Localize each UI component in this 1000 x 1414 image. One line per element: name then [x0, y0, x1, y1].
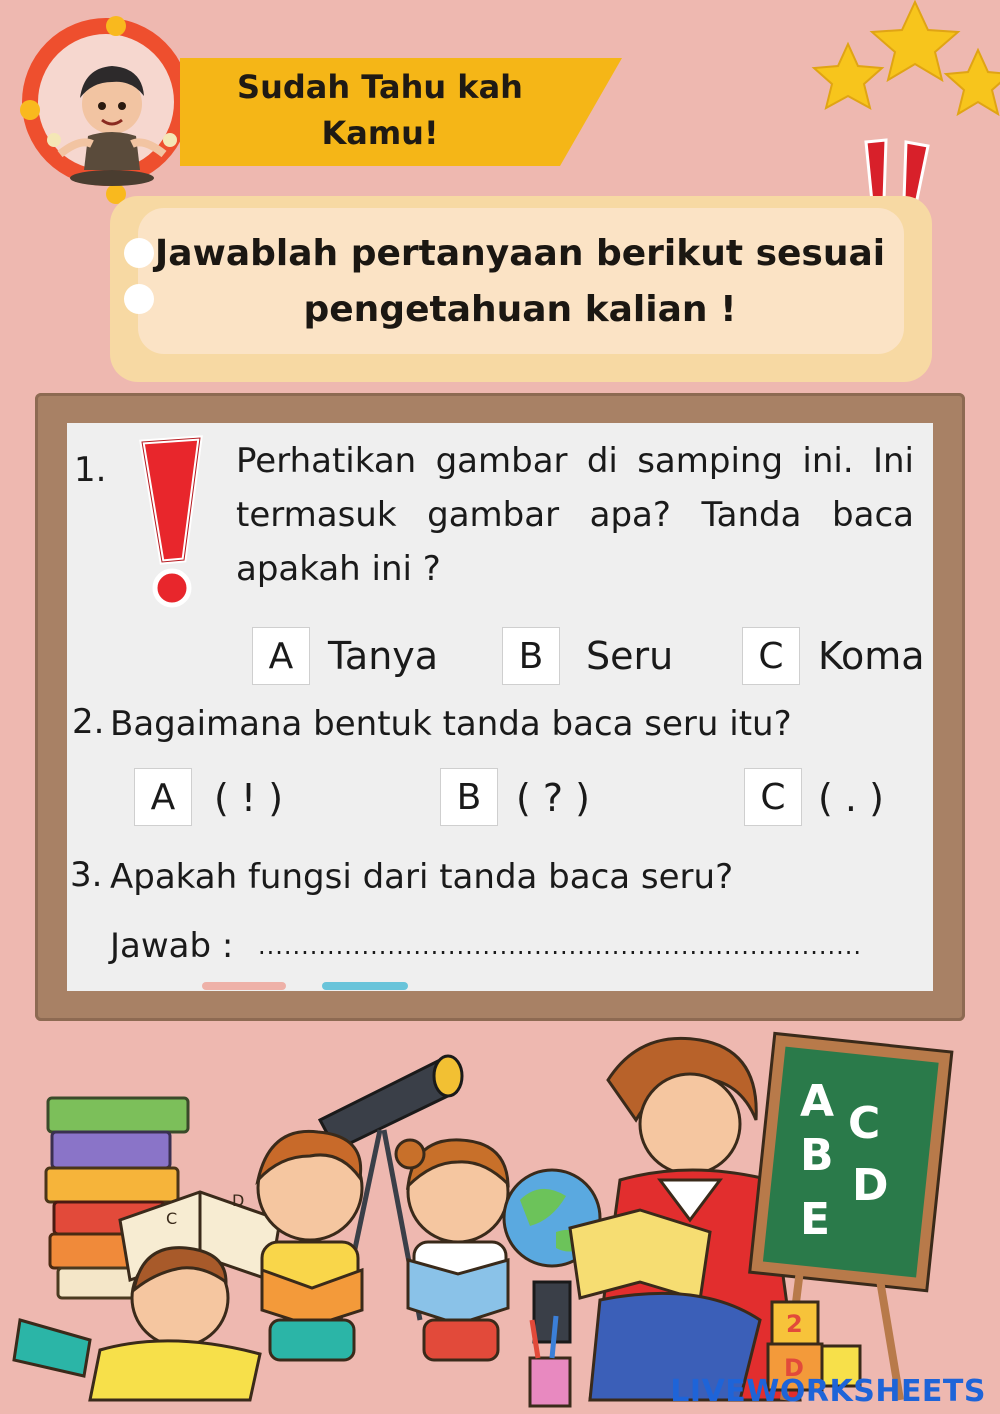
question-1-text: Perhatikan gambar di samping ini. Ini termasuk gambar apa? Tanda baca apakah ini ? — [236, 441, 914, 589]
q1-option-a-box[interactable]: A — [252, 627, 310, 685]
stars-decoration — [800, 0, 1000, 140]
question-3-number: 3. — [70, 855, 103, 895]
boy-reading — [258, 1131, 362, 1360]
answer-field[interactable]: ...................................................................... — [258, 932, 863, 960]
board-letter-b: B — [800, 1130, 834, 1181]
q1-option-b-text: Seru — [586, 634, 674, 678]
exclamation-mark-icon — [132, 434, 212, 612]
question-1-number: 1. — [74, 450, 107, 490]
q2-option-c-box[interactable]: C — [744, 768, 802, 826]
q1-option-c-box[interactable]: C — [742, 627, 800, 685]
book-letter-d: D — [232, 1191, 245, 1210]
q2-option-a-box[interactable]: A — [134, 768, 192, 826]
question-3-text: Apakah fungsi dari tanda baca seru? — [110, 857, 734, 897]
q2-option-c-text: ( . ) — [818, 776, 884, 820]
book-letter-c: C — [166, 1209, 178, 1228]
badge-title: Sudah Tahu kah Kamu! — [237, 68, 523, 152]
question-2-text: Bagaimana bentuk tanda baca seru itu? — [110, 704, 792, 744]
classroom-illustration — [0, 1020, 1000, 1414]
girl-reading — [396, 1140, 508, 1360]
q1-option-c-text: Koma — [818, 634, 925, 678]
block-2: 2 — [786, 1310, 803, 1338]
answer-label: Jawab : — [110, 926, 234, 966]
liveworksheets-watermark: LIVEWORKSHEETS — [670, 1374, 986, 1409]
q2-option-b-box[interactable]: B — [440, 768, 498, 826]
board-letter-e: E — [800, 1194, 831, 1245]
chalk-blue — [322, 982, 408, 990]
question-2-number: 2. — [72, 702, 105, 742]
board-letter-d: D — [852, 1160, 889, 1211]
block-d: D — [784, 1354, 804, 1382]
boy-meditating-illustration — [40, 40, 180, 190]
q1-option-b-box[interactable]: B — [502, 627, 560, 685]
chalk-pink — [202, 982, 286, 990]
board-letter-c: C — [848, 1098, 881, 1149]
q2-option-b-text: ( ? ) — [516, 776, 590, 820]
board-letter-a: A — [800, 1076, 835, 1127]
q2-option-a-text: ( ! ) — [214, 776, 284, 820]
q1-option-a-text: Tanya — [328, 634, 439, 678]
instruction-text: Jawablah pertanyaan berikut sesuai pengetahuan kalian ! — [154, 233, 886, 330]
